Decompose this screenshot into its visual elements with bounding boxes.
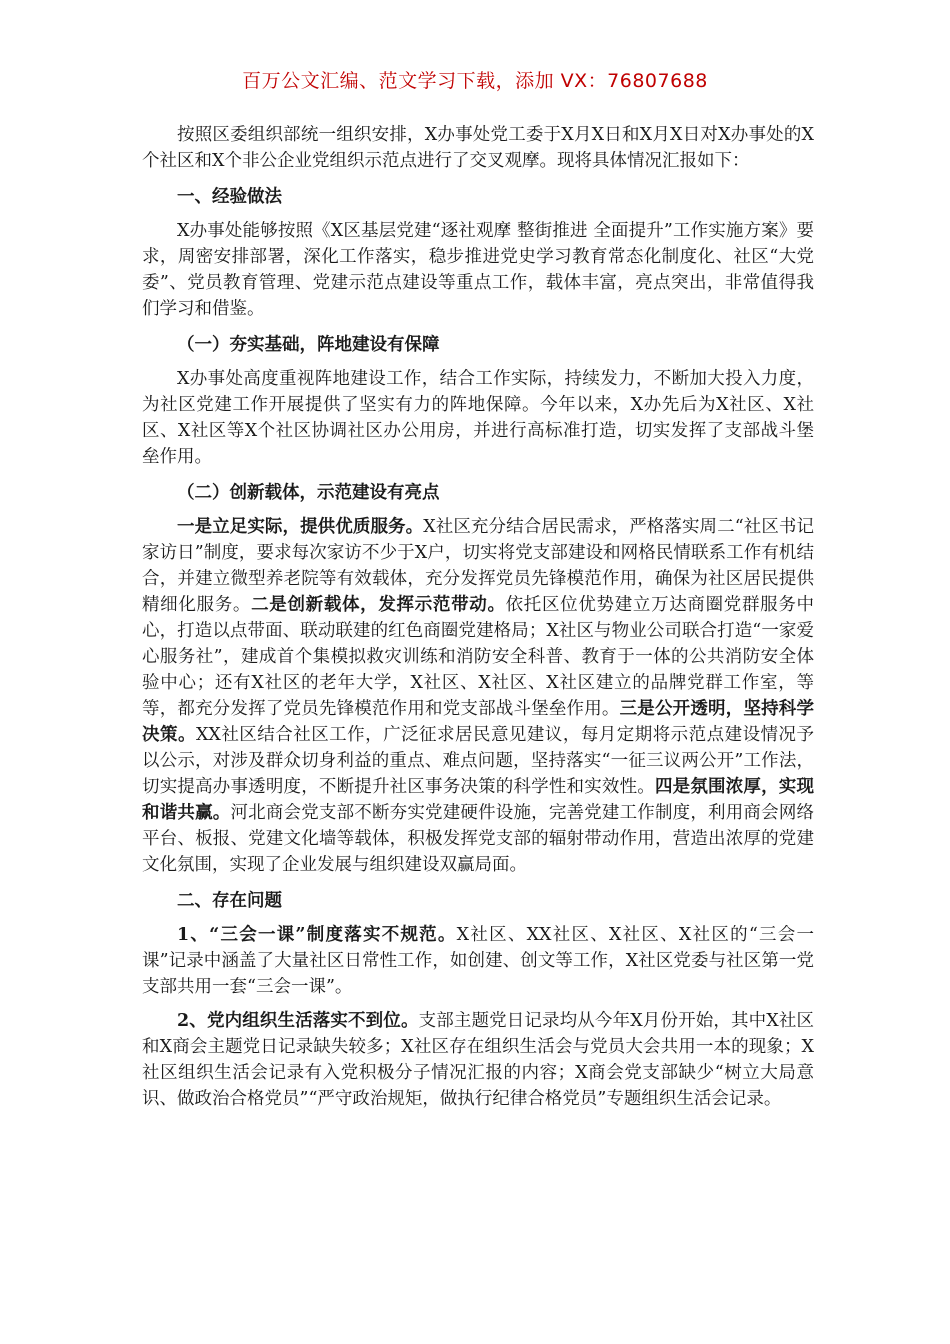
section-heading-2: 二、存在问题 (177, 891, 282, 911)
paragraph-experience: X办事处能够按照《X区基层党建“逐社观摩 整街推进 全面提升”工作实施方案》要求，周密安排部署，深化工作落实，稳步推进党史学习教育常态化制度化、社区“大党委”、党员教育管理、党建示范点建设等重点工作，载体丰富，亮点突出，非常值得我们学习和借鉴。 (142, 221, 814, 319)
point-2-lead: 二是创新载体，发挥示范带动。 (251, 595, 506, 615)
point-1-text: X社区充分结合居民需求，严格落实周二“社区书记家访日”制度，要求每次家访不少于X户，切实将党支部建设和网格民情联系工作有机结合，并建立微型养老院等有效载体，充分发挥党员先锋模范作用，确保为社区居民提供精细化服务。 (142, 517, 814, 615)
header-banner: 百万公文汇编、范文学习下载，添加 VX：76807688 (242, 70, 708, 92)
document-body (142, 122, 814, 1120)
point-4-text: 河北商会党支部不断夯实党建硬件设施，完善党建工作制度，利用商会网络平台、板报、党建文化墙等载体，积极发挥党支部的辐射带动作用，营造出浓厚的党建文化氛围，实现了企业发展与组织建设双赢局面。 (142, 803, 815, 875)
problem-1-text: X社区、XX社区、X社区、X社区的“三会一课”记录中涵盖了大量社区日常性工作，如创建、创文等工作，X社区党委与社区第一党支部共用一套“三会一课”。 (142, 925, 814, 997)
problem-2-text: 支部主题党日记录均从今年X月份开始，其中X社区和X商会主题党日记录缺失较多；X社区存在组织生活会与党员大会共用一本的现象；X社区组织生活会记录有入党积极分子情况汇报的内容；X商会党支部缺少“树立大局意识、做政治合格党员”“严守政治规矩，做执行纪律合格党员”专题组织生活会记录。 (142, 1011, 814, 1109)
intro-paragraph: 按照区委组织部统一组织安排，X办事处党工委于X月X日和X月X日对X办事处的X个社区和X个非公企业党组织示范点进行了交叉观摩。现将具体情况汇报如下： (142, 125, 814, 171)
paragraph-innovation (142, 514, 814, 878)
problem-2-paragraph (142, 1008, 814, 1112)
subsection-heading-2: （二）创新载体，示范建设有亮点 (177, 483, 440, 503)
problem-2-lead: 2、党内组织生活落实不到位。 (177, 1011, 419, 1031)
section-heading-1: 一、经验做法 (177, 187, 282, 207)
subsection-heading-1: （一）夯实基础，阵地建设有保障 (177, 335, 440, 355)
point-1-lead: 一是立足实际，提供优质服务。 (177, 517, 424, 537)
point-4-lead: 四是氛围浓厚，实现和谐共赢。 (142, 777, 814, 823)
point-3-text: XX社区结合社区工作，广泛征求居民意见建议，每月定期将示范点建设情况予以公示，对涉及群众切身利益的重点、难点问题，坚持落实“一征三议两公开”工作法，切实提高办事透明度，不断提升社区事务决策的科学性和实效性。 (142, 725, 815, 797)
problem-1-paragraph (142, 922, 814, 1000)
point-2-text: 依托区位优势建立万达商圈党群服务中心，打造以点带面、联动联建的红色商圈党建格局；X社区与物业公司联合打造“一家爱心服务社”，建成首个集模拟救灾训练和消防安全科普、教育于一体的公共消防安全体验中心；还有X社区的老年大学，X社区、X社区、X社区建立的品牌党群工作室，等等，都充分发挥了党员先锋模范作用和党支部战斗堡垒作用。 (142, 595, 815, 719)
paragraph-foundation: X办事处高度重视阵地建设工作，结合工作实际，持续发力，不断加大投入力度，为社区党建工作开展提供了坚实有力的阵地保障。今年以来，X办先后为X社区、X社区、X社区等X个社区协调社区办公用房，并进行高标准打造，切实发挥了支部战斗堡垒作用。 (142, 369, 814, 467)
point-3-lead: 三是公开透明，坚持科学决策。 (142, 699, 815, 745)
problem-1-lead: 1、“三会一课”制度落实不规范。 (177, 925, 457, 945)
